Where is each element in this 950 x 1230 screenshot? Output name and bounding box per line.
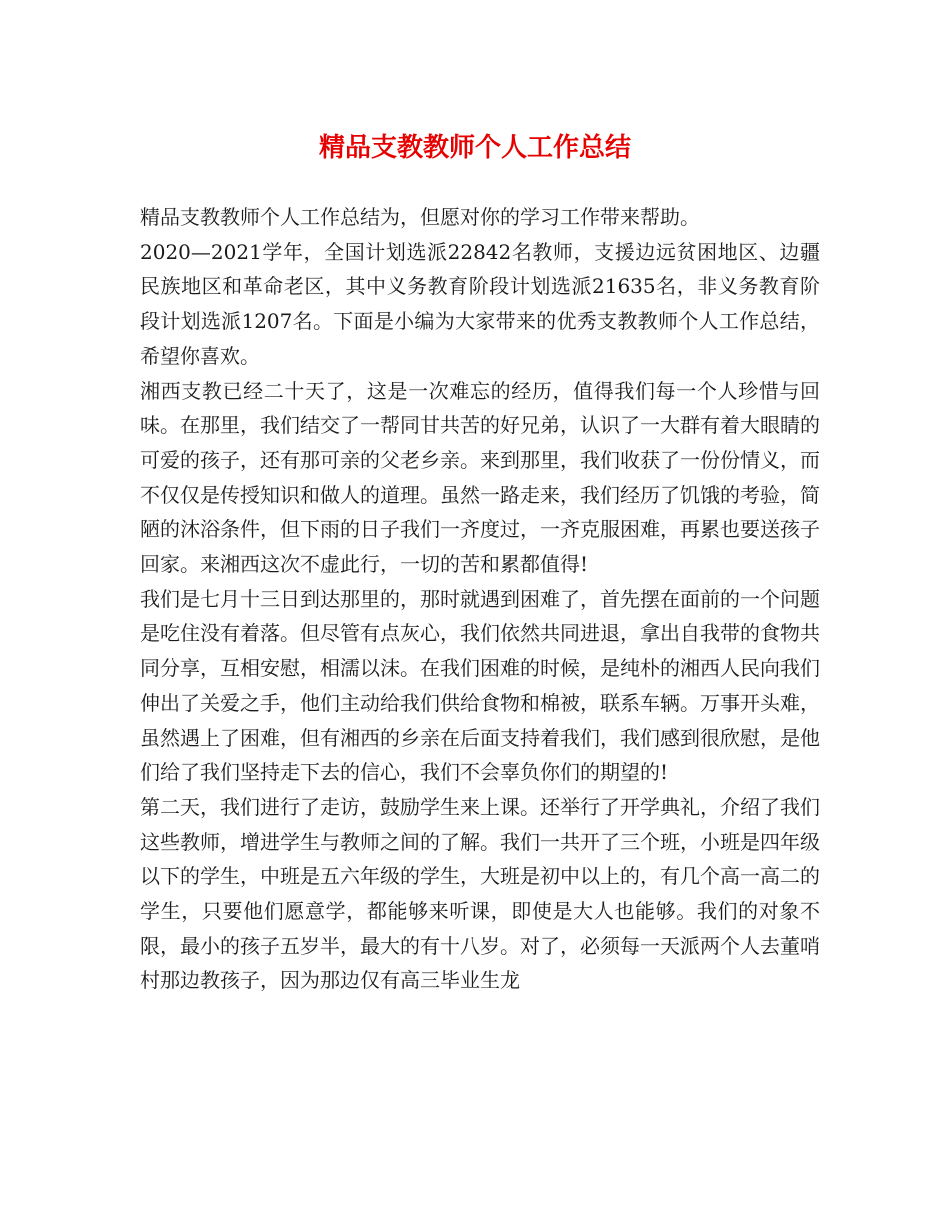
- paragraph-background: 2020—2021学年，全国计划选派22842名教师，支援边远贫困地区、边疆民族地区和革命老区，其中义务教育阶段计划选派21635名，非义务教育阶段计划选派1207名。下面是小编为大家带来的优秀支教教师个人工作总结，希望你喜欢。: [140, 239, 820, 368]
- paragraph-arrival: 我们是七月十三日到达那里的，那时就遇到困难了，首先摆在面前的一个问题是吃住没有着落。但尽管有点灰心，我们依然共同进退，拿出自我带的食物共同分享，互相安慰，相濡以沫。在我们困难的时候，是纯朴的湘西人民向我们伸出了关爱之手，他们主动给我们供给食物和棉被，联系车辆。万事开头难，虽然遇上了困难，但有湘西的乡亲在后面支持着我们，我们感到很欣慰，是他们给了我们坚持走下去的信心，我们不会辜负你们的期望的!: [140, 586, 820, 785]
- paragraph-intro: 精品支教教师个人工作总结为，但愿对你的学习工作带来帮助。: [140, 205, 700, 229]
- document-body: [140, 200, 820, 998]
- document-title: 精品支教教师个人工作总结: [318, 133, 631, 163]
- paragraph-second-day: 第二天，我们进行了走访，鼓励学生来上课。还举行了开学典礼，介绍了我们这些教师，增进学生与教师之间的了解。我们一共开了三个班，小班是四年级以下的学生，中班是五六年级的学生，大班是初中以上的，有几个高一高二的学生，只要他们愿意学，都能够来听课，即使是大人也能够。我们的对象不限，最小的孩子五岁半，最大的有十八岁。对了，必须每一天派两个人去董哨村那边教孩子，因为那边仅有高三毕业生龙: [140, 794, 820, 993]
- paragraph-xiangxi: 湘西支教已经二十天了，这是一次难忘的经历，值得我们每一个人珍惜与回味。在那里，我们结交了一帮同甘共苦的好兄弟，认识了一大群有着大眼睛的可爱的孩子，还有那可亲的父老乡亲。来到那里，我们收获了一份份情义，而不仅仅是传授知识和做人的道理。虽然一路走来，我们经历了饥饿的考验，简陋的沐浴条件，但下雨的日子我们一齐度过，一齐克服困难，再累也要送孩子回家。来湘西这次不虚此行，一切的苦和累都值得!: [140, 378, 820, 577]
